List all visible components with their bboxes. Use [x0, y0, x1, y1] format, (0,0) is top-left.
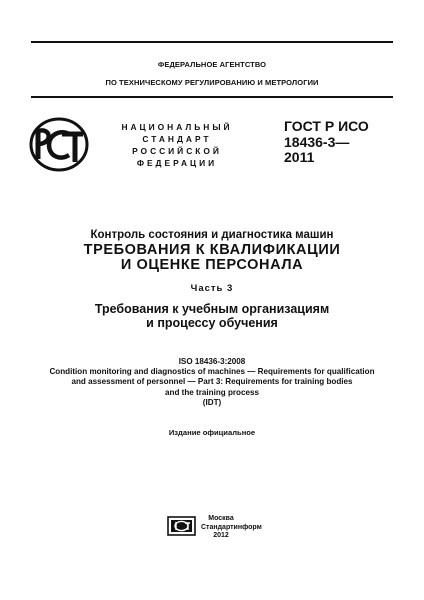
standard-type: [118, 121, 236, 169]
publisher-name: Стандартинформ: [201, 523, 262, 531]
english-line-3: and assessment of personnel — Part 3: Requirements for training bodies: [71, 377, 353, 387]
document-subtitle: [31, 303, 393, 330]
english-line-2: Condition monitoring and diagnostics of machines — Requirements for qualification: [49, 367, 375, 377]
english-line-5: (IDT): [202, 397, 222, 407]
standard-type-line: РОССИЙСКОЙ: [132, 146, 222, 156]
document-title: [31, 243, 393, 273]
publisher-city: Москва: [208, 515, 234, 522]
designation-line: 2011: [284, 149, 315, 165]
publication-year: 2012: [213, 532, 229, 539]
title-line-2: И ОЦЕНКЕ ПЕРСОНАЛА: [120, 257, 304, 273]
standard-type-line: НАЦИОНАЛЬНЫЙ: [121, 122, 233, 132]
standard-designation: [284, 119, 369, 166]
document-part: Часть 3: [190, 283, 234, 294]
publisher-info: [201, 515, 262, 541]
title-line-1: ТРЕБОВАНИЯ К КВАЛИФИКАЦИИ: [83, 242, 341, 258]
document-subject: Контроль состояния и диагностика машин: [90, 229, 334, 241]
standard-type-line: ФЕДЕРАЦИИ: [136, 158, 218, 168]
agency-name-line-1: ФЕДЕРАЛЬНОЕ АГЕНТСТВО: [157, 60, 267, 69]
rst-logo-icon: [29, 117, 89, 172]
standard-type-line: СТАНДАРТ: [142, 134, 212, 144]
bottom-rule: [31, 96, 393, 98]
top-rule: [31, 41, 393, 43]
english-line-4: and the training process: [165, 387, 259, 397]
edition-label: Издание официальное: [168, 428, 256, 437]
english-line-1: ISO 18436-3:2008: [178, 357, 246, 366]
agency-name-line-2: ПО ТЕХНИЧЕСКОМУ РЕГУЛИРОВАНИЮ И МЕТРОЛОГИИ: [105, 78, 319, 87]
subtitle-line-2: и процессу обучения: [146, 315, 278, 330]
subtitle-line-1: Требования к учебным организациям: [94, 302, 330, 316]
designation-line: ГОСТ Р ИСО: [284, 118, 369, 134]
english-reference: [31, 357, 393, 408]
publisher-logo-icon: [167, 516, 196, 536]
designation-line: 18436-3—: [284, 133, 350, 150]
